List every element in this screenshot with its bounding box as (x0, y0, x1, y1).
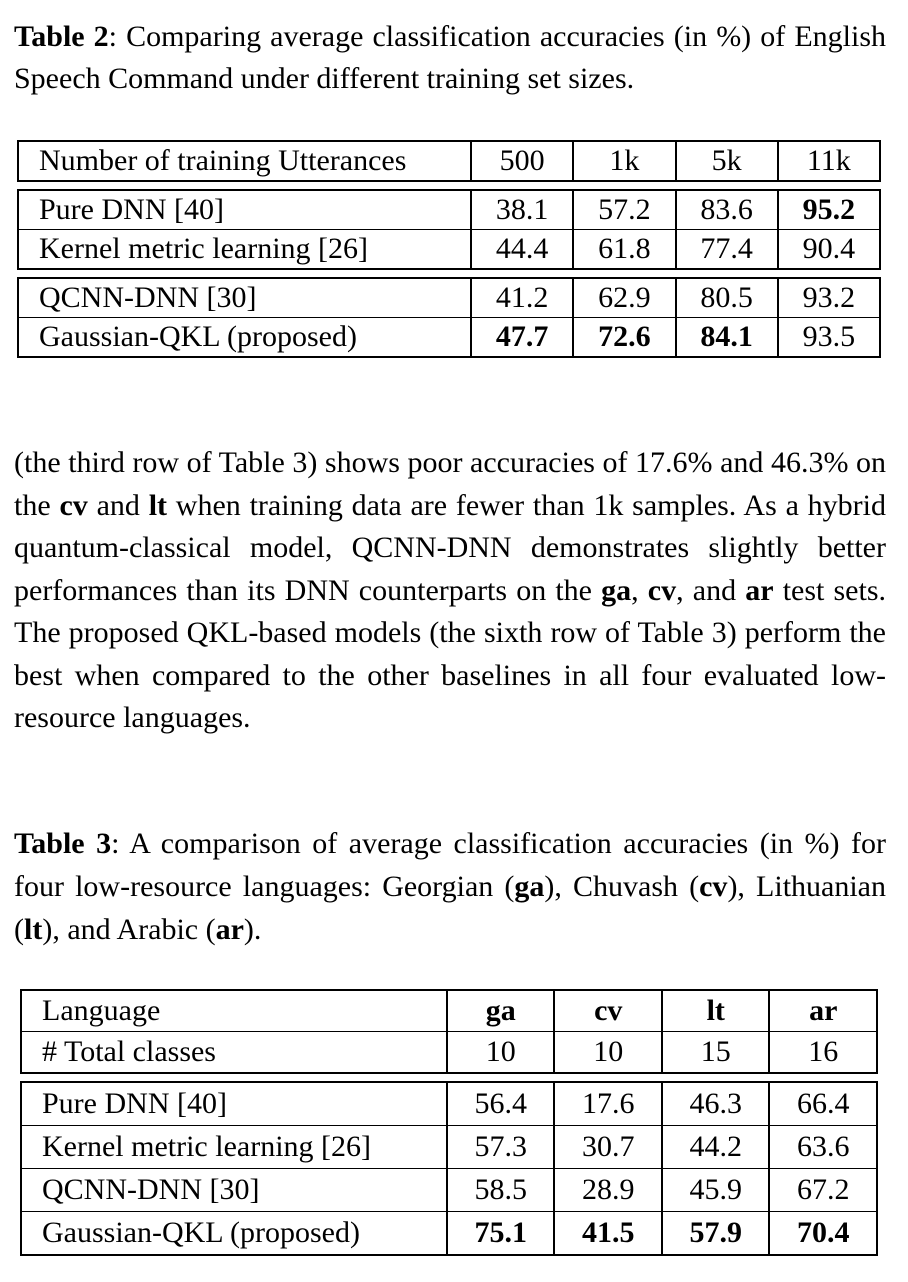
table3-row-cell: 46.3 (663, 1081, 771, 1126)
paragraph-text: and (87, 488, 149, 522)
paragraph-text: , and (676, 573, 746, 607)
paragraph-text: test sets. The proposed QKL-based models (the sixth row of Table 3) perform the best when compared to the other baselines in all four evaluated low-resource languages. (14, 573, 886, 734)
table3-classes-row-label: # Total classes (20, 1032, 448, 1074)
table2-row-cell: 95.2 (779, 189, 881, 230)
table2-row-cell: 83.6 (677, 189, 779, 230)
table3-header-row-cell: ar (770, 989, 878, 1032)
table2-caption-text: : Comparing average classification accuracies (in %) of English Speech Command under different training set sizes. (14, 20, 886, 95)
table3-row-cell: 63.6 (770, 1126, 878, 1169)
table2-row-cell: 93.2 (779, 277, 881, 318)
table3-header-row-cell: ga (448, 989, 556, 1032)
table2-header-row-cell: 11k (779, 140, 881, 182)
table3-row-cell: 44.2 (663, 1126, 771, 1169)
table3 (20, 989, 878, 1256)
table2-row (17, 277, 881, 318)
paragraph-text: when training data are fewer than 1k samples. As a hybrid quantum-classical model, QCNN-DNN demonstrates slightly better performances than its DNN counterparts on the (14, 488, 887, 607)
table2-row-cell: 38.1 (472, 189, 574, 230)
table3-classes-row-cell: 10 (448, 1032, 556, 1074)
table3-caption-bold: cv (699, 870, 728, 903)
language-code: cv (647, 573, 677, 607)
table3-row-cell: 67.2 (770, 1169, 878, 1212)
table2-row-cell: 90.4 (779, 230, 881, 270)
table3-classes-row-cell: 15 (663, 1032, 771, 1074)
table2-header-row-label: Number of training Utterances (17, 140, 472, 182)
table3-row-cell: 70.4 (770, 1212, 878, 1256)
table3-caption (14, 822, 886, 951)
table3-row-cell: 56.4 (448, 1081, 556, 1126)
table3-row-cell: 66.4 (770, 1081, 878, 1126)
table2 (17, 140, 881, 358)
table2-row (17, 318, 881, 358)
table3-row-cell: 28.9 (555, 1169, 663, 1212)
table3-row (20, 1126, 878, 1169)
table3-caption-text: ), Lithuanian ( (14, 870, 887, 946)
table3-caption-text: : A comparison of average classification accuracies (in %) for four low-resource languages: Georgian ( (14, 827, 887, 903)
table3-row-cell: 41.5 (555, 1212, 663, 1256)
table3-row-label: QCNN-DNN [30] (20, 1169, 448, 1212)
table3-caption-bold: ga (514, 870, 545, 903)
table3-row-label: Gaussian-QKL (proposed) (20, 1212, 448, 1256)
language-code: cv (59, 488, 88, 522)
table3-classes-row-cell: 16 (770, 1032, 878, 1074)
table3-row-cell: 75.1 (448, 1212, 556, 1256)
table2-header-row-cell: 5k (677, 140, 779, 182)
table2-caption-label: Table 2 (14, 20, 109, 53)
table2-row-cell: 62.9 (574, 277, 676, 318)
table2-row-cell: 41.2 (472, 277, 574, 318)
table2-row (17, 230, 881, 270)
table3-row-label: Pure DNN [40] (20, 1081, 448, 1126)
table3-row (20, 1081, 878, 1126)
table3-row-cell: 17.6 (555, 1081, 663, 1126)
table3-classes-row (20, 1032, 878, 1074)
table2-row-label: Gaussian-QKL (proposed) (17, 318, 472, 358)
table3-header-row (20, 989, 878, 1032)
language-code: lt (148, 488, 168, 522)
table2-row-cell: 93.5 (779, 318, 881, 358)
table3-row-cell: 57.9 (663, 1212, 771, 1256)
table3-row-cell: 57.3 (448, 1126, 556, 1169)
table3-row-label: Kernel metric learning [26] (20, 1126, 448, 1169)
table3-row-cell: 45.9 (663, 1169, 771, 1212)
table2-row (17, 189, 881, 230)
table3-header-row-cell: lt (663, 989, 771, 1032)
table2-row-cell: 72.6 (574, 318, 676, 358)
table3-caption-text: ), Chuvash ( (544, 870, 700, 903)
table3-row-cell: 30.7 (555, 1126, 663, 1169)
table2-row-label: Kernel metric learning [26] (17, 230, 472, 270)
table3-row (20, 1212, 878, 1256)
table3-header-row-label: Language (20, 989, 448, 1032)
table3-caption-text: ), and Arabic ( (42, 913, 216, 946)
table3-classes-row-cell: 10 (555, 1032, 663, 1074)
table2-caption (14, 16, 886, 100)
table3-caption-bold: ar (215, 913, 244, 946)
table2-row-cell: 77.4 (677, 230, 779, 270)
table2-row-cell: 44.4 (472, 230, 574, 270)
table2-row-label: Pure DNN [40] (17, 189, 472, 230)
table2-row-cell: 84.1 (677, 318, 779, 358)
paragraph-text: (the third row of Table 3) shows poor accuracies of 17.6% and 46.3% on the (14, 446, 886, 522)
table3-row (20, 1169, 878, 1212)
table3-caption-bold: Table 3 (14, 827, 112, 860)
table2-header-row (17, 140, 881, 182)
table2-header-row-cell: 1k (574, 140, 676, 182)
paragraph-text: , (631, 573, 648, 607)
table2-row-cell: 57.2 (574, 189, 676, 230)
table3-row-cell: 58.5 (448, 1169, 556, 1212)
table2-row-label: QCNN-DNN [30] (17, 277, 472, 318)
table3-caption-text: ). (243, 913, 262, 946)
table2-row-cell: 47.7 (472, 318, 574, 358)
language-code: ga (601, 573, 632, 607)
table3-header-row-cell: cv (555, 989, 663, 1032)
table2-row-cell: 80.5 (677, 277, 779, 318)
table2-header-row-cell: 500 (472, 140, 574, 182)
table3-caption-bold: lt (24, 913, 43, 946)
language-code: ar (745, 573, 774, 607)
table2-row-cell: 61.8 (574, 230, 676, 270)
body-paragraph (14, 442, 886, 740)
